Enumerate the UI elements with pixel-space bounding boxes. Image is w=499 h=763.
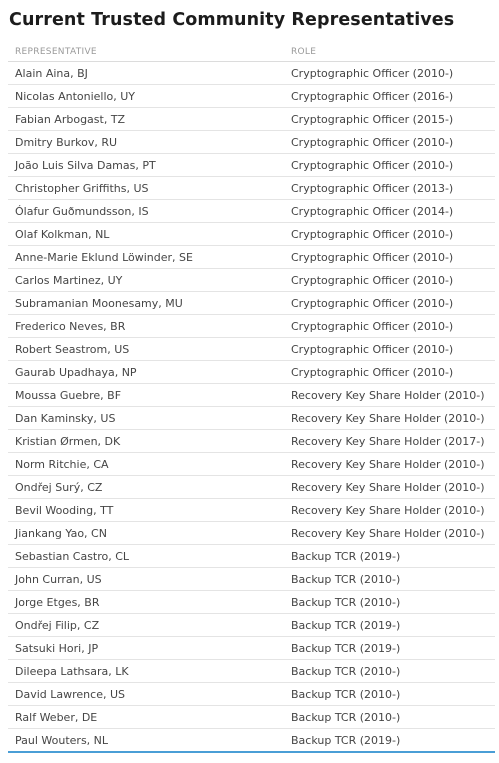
representative-cell: Ondřej Surý, CZ (8, 476, 284, 499)
representative-cell: Robert Seastrom, US (8, 338, 284, 361)
role-cell: Backup TCR (2010-) (284, 591, 495, 614)
table-row (8, 246, 495, 269)
role-cell: Backup TCR (2010-) (284, 683, 495, 706)
role-cell: Cryptographic Officer (2010-) (284, 223, 495, 246)
table-row (8, 315, 495, 338)
representative-cell: Jorge Etges, BR (8, 591, 284, 614)
representative-cell: Nicolas Antoniello, UY (8, 85, 284, 108)
representative-cell: Anne-Marie Eklund Löwinder, SE (8, 246, 284, 269)
role-cell: Backup TCR (2019-) (284, 637, 495, 660)
table-row (8, 131, 495, 154)
role-cell: Recovery Key Share Holder (2010-) (284, 499, 495, 522)
table-row (8, 476, 495, 499)
table-row (8, 223, 495, 246)
table-row (8, 430, 495, 453)
role-cell: Recovery Key Share Holder (2010-) (284, 476, 495, 499)
table-row (8, 269, 495, 292)
role-cell: Cryptographic Officer (2014-) (284, 200, 495, 223)
table-header (8, 42, 495, 62)
role-cell: Cryptographic Officer (2010-) (284, 338, 495, 361)
representative-cell: Alain Aina, BJ (8, 62, 284, 85)
representative-cell: Olaf Kolkman, NL (8, 223, 284, 246)
representative-cell: John Curran, US (8, 568, 284, 591)
table-row (8, 453, 495, 476)
table-row (8, 499, 495, 522)
representative-cell: Sebastian Castro, CL (8, 545, 284, 568)
representative-cell: Paul Wouters, NL (8, 729, 284, 753)
table-row (8, 407, 495, 430)
role-cell: Cryptographic Officer (2010-) (284, 292, 495, 315)
representative-cell: Frederico Neves, BR (8, 315, 284, 338)
table-header-row (8, 42, 495, 62)
representative-cell: Satsuki Hori, JP (8, 637, 284, 660)
representative-cell: David Lawrence, US (8, 683, 284, 706)
role-cell: Recovery Key Share Holder (2010-) (284, 407, 495, 430)
role-cell: Backup TCR (2019-) (284, 545, 495, 568)
table-row (8, 660, 495, 683)
representative-cell: Dmitry Burkov, RU (8, 131, 284, 154)
table-row (8, 154, 495, 177)
representative-cell: Jiankang Yao, CN (8, 522, 284, 545)
table-row (8, 706, 495, 729)
table-row (8, 108, 495, 131)
role-cell: Recovery Key Share Holder (2010-) (284, 453, 495, 476)
role-cell: Cryptographic Officer (2013-) (284, 177, 495, 200)
representatives-table (8, 42, 495, 753)
table-row (8, 729, 495, 753)
role-cell: Cryptographic Officer (2010-) (284, 246, 495, 269)
representative-cell: Fabian Arbogast, TZ (8, 108, 284, 131)
role-cell: Cryptographic Officer (2010-) (284, 131, 495, 154)
role-cell: Cryptographic Officer (2010-) (284, 154, 495, 177)
representative-cell: Dileepa Lathsara, LK (8, 660, 284, 683)
role-cell: Cryptographic Officer (2015-) (284, 108, 495, 131)
representative-cell: Christopher Griffiths, US (8, 177, 284, 200)
table-row (8, 545, 495, 568)
column-header-role: ROLE (284, 42, 495, 62)
representative-cell: Norm Ritchie, CA (8, 453, 284, 476)
representative-cell: Carlos Martinez, UY (8, 269, 284, 292)
role-cell: Backup TCR (2010-) (284, 568, 495, 591)
table-row (8, 522, 495, 545)
representative-cell: Ondřej Filip, CZ (8, 614, 284, 637)
representative-cell: Ralf Weber, DE (8, 706, 284, 729)
role-cell: Cryptographic Officer (2010-) (284, 361, 495, 384)
representative-cell: Moussa Guebre, BF (8, 384, 284, 407)
representative-cell: Ólafur Guðmundsson, IS (8, 200, 284, 223)
role-cell: Backup TCR (2019-) (284, 729, 495, 753)
role-cell: Recovery Key Share Holder (2010-) (284, 522, 495, 545)
page-title: Current Trusted Community Representatives (9, 10, 455, 30)
table-row (8, 614, 495, 637)
table-row (8, 338, 495, 361)
column-header-representative: REPRESENTATIVE (8, 42, 284, 62)
table-row (8, 200, 495, 223)
representative-cell: Gaurab Upadhaya, NP (8, 361, 284, 384)
table-row (8, 292, 495, 315)
role-cell: Backup TCR (2019-) (284, 614, 495, 637)
role-cell: Cryptographic Officer (2016-) (284, 85, 495, 108)
table-row (8, 568, 495, 591)
role-cell: Backup TCR (2010-) (284, 660, 495, 683)
role-cell: Backup TCR (2010-) (284, 706, 495, 729)
role-cell: Recovery Key Share Holder (2010-) (284, 384, 495, 407)
role-cell: Cryptographic Officer (2010-) (284, 269, 495, 292)
table-row (8, 62, 495, 85)
table-row (8, 683, 495, 706)
representative-cell: Subramanian Moonesamy, MU (8, 292, 284, 315)
representative-cell: Kristian Ørmen, DK (8, 430, 284, 453)
table-row (8, 361, 495, 384)
representative-cell: João Luis Silva Damas, PT (8, 154, 284, 177)
role-cell: Cryptographic Officer (2010-) (284, 62, 495, 85)
table-body (8, 62, 495, 753)
table-row (8, 384, 495, 407)
role-cell: Cryptographic Officer (2010-) (284, 315, 495, 338)
representative-cell: Bevil Wooding, TT (8, 499, 284, 522)
representative-cell: Dan Kaminsky, US (8, 407, 284, 430)
role-cell: Recovery Key Share Holder (2017-) (284, 430, 495, 453)
table-row (8, 591, 495, 614)
table-row (8, 85, 495, 108)
table-row (8, 177, 495, 200)
table-row (8, 637, 495, 660)
